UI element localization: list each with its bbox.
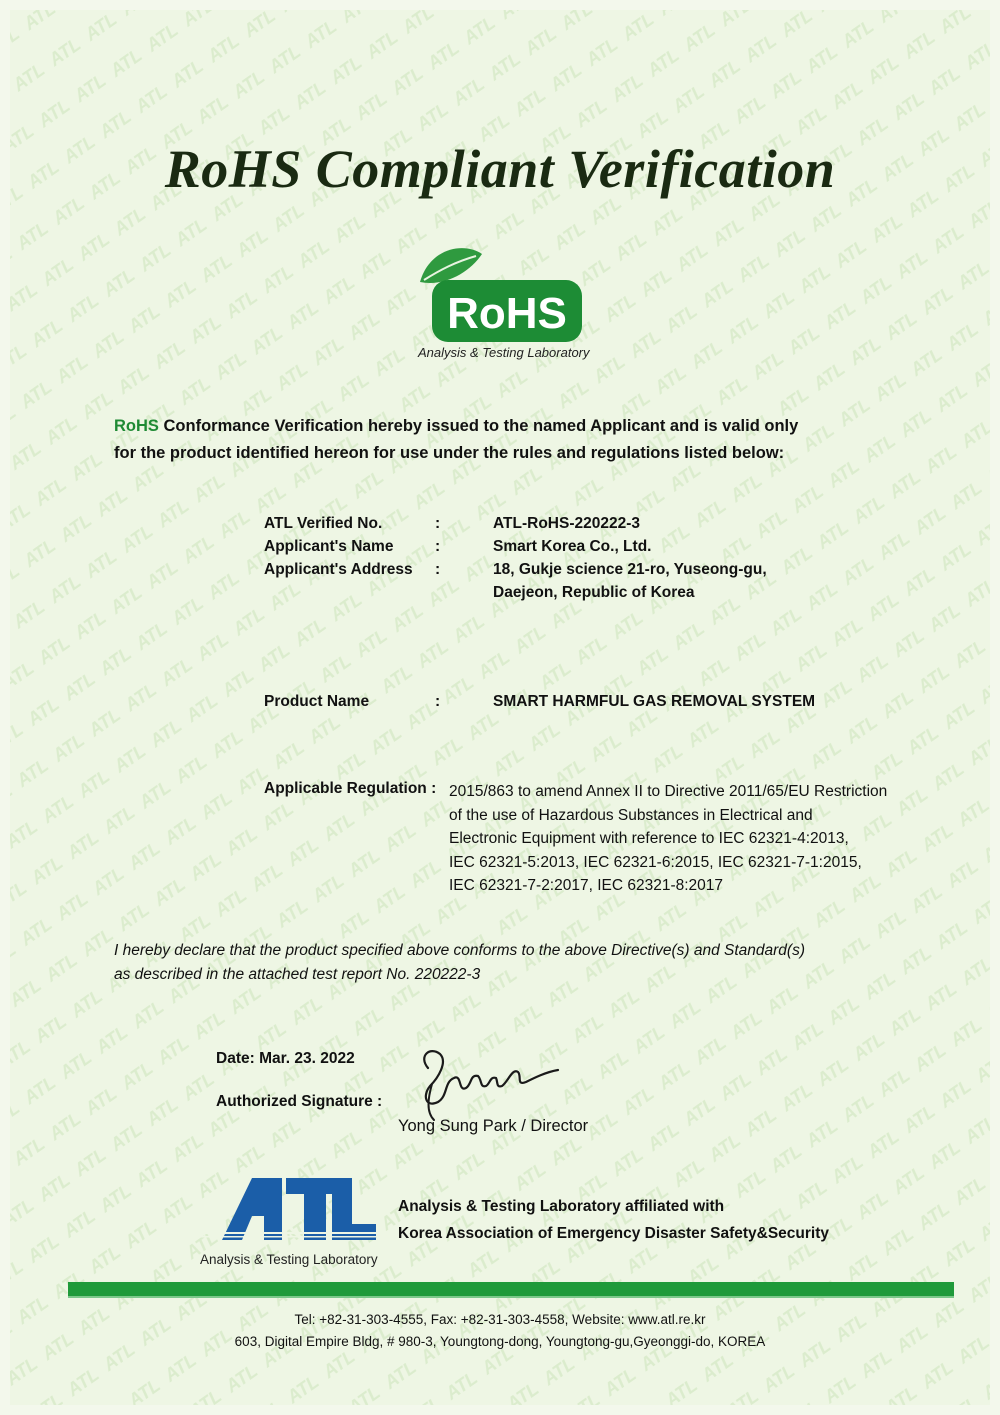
regulation-line: IEC 62321-7-2:2017, IEC 62321-8:2017 bbox=[449, 877, 724, 894]
signer-name: Yong Sung Park / Director bbox=[398, 1117, 589, 1135]
verified-no-value: ATL-RoHS-220222-3 bbox=[493, 515, 641, 532]
footer-rule bbox=[68, 1282, 954, 1296]
affiliation bbox=[398, 1193, 829, 1247]
handwritten-signature bbox=[408, 1038, 568, 1128]
applicant-name-label: Applicant's Name bbox=[264, 538, 394, 555]
declaration-line2: as described in the attached test report No. 220222-3 bbox=[114, 965, 481, 983]
product-name-label: Product Name bbox=[264, 693, 370, 710]
separator: : bbox=[435, 515, 441, 532]
page-title: RoHS Compliant Verification bbox=[164, 139, 836, 199]
intro-line1: Conformance Verification hereby issued to the named Applicant and is valid only bbox=[158, 417, 799, 435]
affiliation-line2: Korea Association of Emergency Disaster Safety&Security bbox=[398, 1225, 830, 1242]
leaf-icon bbox=[410, 242, 590, 342]
rohs-logo bbox=[410, 242, 590, 372]
footer-line2: 603, Digital Empire Bldg, # 980-3, Youngtong-dong, Youngtong-gu,Gyeonggi-do, KOREA bbox=[234, 1334, 766, 1349]
separator: : bbox=[435, 693, 441, 710]
applicant-address-label: Applicant's Address bbox=[264, 561, 413, 578]
authorized-signature-label: Authorized Signature : bbox=[216, 1093, 383, 1110]
atl-logo bbox=[200, 1170, 390, 1280]
regulation-label: Applicable Regulation : bbox=[264, 780, 437, 797]
regulation-line: 2015/863 to amend Annex II to Directive 2011/65/EU Restriction bbox=[449, 783, 888, 800]
separator: : bbox=[435, 538, 441, 555]
regulation-line: IEC 62321-5:2013, IEC 62321-6:2015, IEC 62321-7-1:2015, bbox=[449, 853, 862, 871]
regulation-text bbox=[449, 780, 929, 898]
intro-statement bbox=[114, 413, 914, 467]
intro-lead: RoHS bbox=[114, 417, 159, 435]
regulation-line: Electronic Equipment with reference to IEC 62321-4:2013, bbox=[449, 830, 849, 847]
footer-contact bbox=[10, 1309, 990, 1353]
footer-line1: Tel: +82-31-303-4555, Fax: +82-31-303-4558, Website: www.atl.re.kr bbox=[294, 1312, 706, 1327]
separator: : bbox=[435, 561, 441, 578]
certificate-sheet bbox=[10, 10, 990, 1405]
atl-logo-caption: Analysis & Testing Laboratory bbox=[200, 1252, 378, 1267]
verified-no-label: ATL Verified No. bbox=[264, 515, 383, 532]
rohs-logo-caption: Analysis & Testing Laboratory bbox=[418, 345, 590, 360]
affiliation-line1: Analysis & Testing Laboratory affiliated with bbox=[398, 1198, 725, 1215]
applicant-name-value: Smart Korea Co., Ltd. bbox=[493, 538, 652, 555]
intro-line2: for the product identified hereon for use under the rules and regulations listed below: bbox=[114, 444, 785, 462]
applicant-address-line1: 18, Gukje science 21-ro, Yuseong-gu, bbox=[493, 561, 767, 578]
issue-date: Date: Mar. 23. 2022 bbox=[216, 1050, 355, 1067]
applicant-address-line2: Daejeon, Republic of Korea bbox=[493, 584, 695, 601]
declaration bbox=[114, 939, 894, 986]
declaration-line1: I hereby declare that the product specified above conforms to the above Directive(s) and Standard(s) bbox=[114, 942, 805, 959]
rohs-logo-mark: RoHS bbox=[447, 289, 567, 338]
footer-rule-thin bbox=[68, 1296, 954, 1298]
product-name-value: SMART HARMFUL GAS REMOVAL SYSTEM bbox=[493, 693, 816, 710]
regulation-line: of the use of Hazardous Substances in Electrical and bbox=[449, 806, 813, 824]
atl-logo-mark bbox=[200, 1170, 390, 1248]
